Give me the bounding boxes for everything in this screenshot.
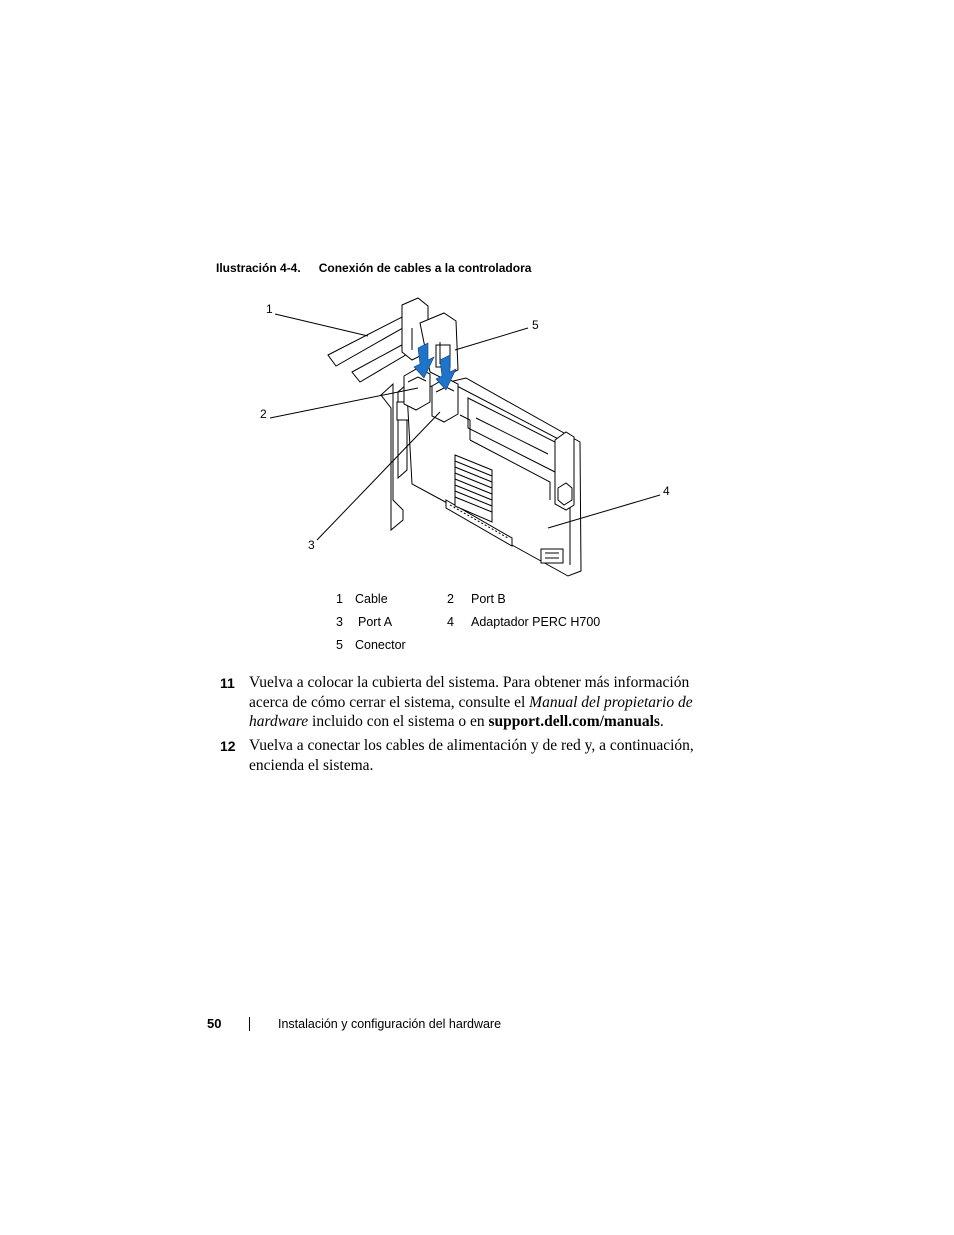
callout-1: 1 xyxy=(266,302,273,316)
support-url: support.dell.com/manuals xyxy=(488,713,660,730)
legend-label-2: Port B xyxy=(471,592,506,606)
step-number-12: 12 xyxy=(220,738,236,754)
legend-num-5: 5 xyxy=(336,638,343,652)
step-text-11 xyxy=(249,673,709,732)
footer-section-title: Instalación y configuración del hardware xyxy=(278,1017,502,1031)
step-text-12: Vuelva a conectar los cables de alimentación y de red y, a continuación, encienda el sistema. xyxy=(249,737,694,774)
legend-label-1: Cable xyxy=(355,592,388,606)
figure-caption-title: Conexión de cables a la controladora xyxy=(318,261,532,275)
callout-3: 3 xyxy=(308,538,315,552)
callout-2: 2 xyxy=(260,407,267,421)
figure-caption xyxy=(216,261,531,275)
legend-label-5: Conector xyxy=(355,638,406,652)
figure-caption-number: Ilustración 4-4. xyxy=(216,261,301,275)
legend-num-3: 3 xyxy=(336,615,343,629)
legend-num-4: 4 xyxy=(447,615,454,629)
step-11-manual-title: Manual del propietario de hardware xyxy=(249,693,693,730)
callout-4: 4 xyxy=(663,484,670,498)
step-number-11: 11 xyxy=(220,675,235,691)
legend-label-3: Port A xyxy=(358,615,393,629)
cables xyxy=(328,298,458,382)
step-11-text-b: incluido con el sistema o en xyxy=(308,713,489,730)
footer-divider xyxy=(249,1017,250,1031)
legend-num-1: 1 xyxy=(336,592,343,606)
legend-label-4: Adaptador PERC H700 xyxy=(471,615,601,629)
callout-5: 5 xyxy=(532,318,539,332)
legend-num-2: 2 xyxy=(447,592,454,606)
page-number: 50 xyxy=(207,1016,222,1031)
step-11-text-a: Vuelva a colocar la cubierta del sistema. Para obtener más información acerca de cómo cerrar el sistema, consulte el xyxy=(249,674,690,711)
step-11-text-c: . xyxy=(659,713,664,730)
port-b xyxy=(404,368,430,410)
